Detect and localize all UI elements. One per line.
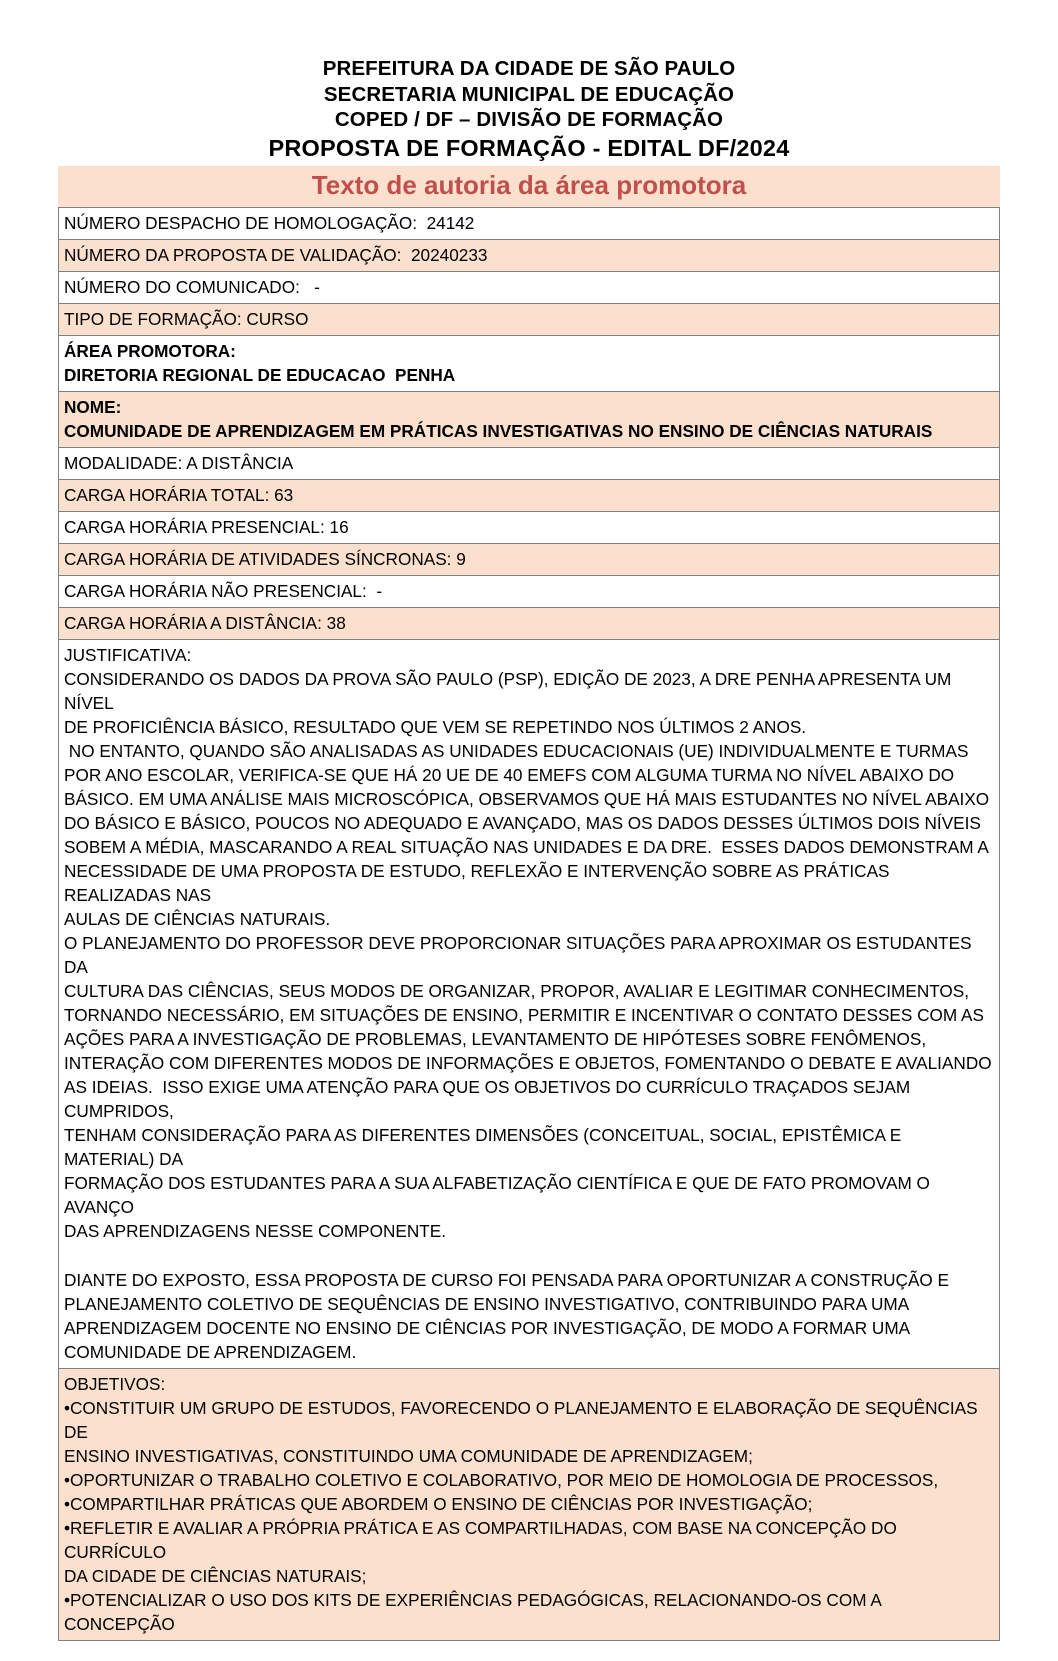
text-line: DAS APRENDIZAGENS NESSE COMPONENTE. (64, 1220, 447, 1241)
table-row (59, 511, 1000, 543)
field-nome-label: NOME: (64, 396, 122, 417)
header-line-coped: COPED / DF – DIVISÃO DE FORMAÇÃO (334, 108, 724, 131)
justificativa-body (64, 667, 995, 1364)
table-row (59, 271, 1000, 303)
title-banner (58, 166, 1000, 207)
text-line: O PLANEJAMENTO DO PROFESSOR DEVE PROPORCIONAR SITUAÇÕES PARA APROXIMAR OS ESTUDANTES DA (64, 932, 977, 977)
field-comunicado-text: NÚMERO DO COMUNICADO: - (64, 276, 320, 297)
table-row (59, 335, 1000, 391)
table-row (59, 1368, 1000, 1640)
field-nome (59, 391, 1000, 447)
table-row (59, 607, 1000, 639)
objetivos-body (64, 1396, 995, 1636)
field-carga-distancia (59, 607, 1000, 639)
header-line-proposta: PROPOSTA DE FORMAÇÃO - EDITAL DF/2024 (268, 134, 790, 161)
text-line: AS IDEIAS. ISSO EXIGE UMA ATENÇÃO PARA QUE OS OBJETIVOS DO CURRÍCULO TRAÇADOS SEJAM CUMPRIDOS, (64, 1076, 915, 1121)
section-objetivos (59, 1368, 1000, 1640)
text-line: FORMAÇÃO DOS ESTUDANTES PARA A SUA ALFABETIZAÇÃO CIENTÍFICA E QUE DE FATO PROMOVAM O AVANÇO (64, 1172, 934, 1217)
field-comunicado (59, 271, 1000, 303)
field-carga-total (59, 479, 1000, 511)
field-modalidade-text: MODALIDADE: A DISTÂNCIA (64, 452, 294, 473)
text-line: INTERAÇÃO COM DIFERENTES MODOS DE INFORMAÇÕES E OBJETOS, FOMENTANDO O DEBATE E AVALIANDO (64, 1052, 992, 1073)
text-line: DE PROFICIÊNCIA BÁSICO, RESULTADO QUE VEM SE REPETINDO NOS ÚLTIMOS 2 ANOS. (64, 716, 807, 737)
text-line: DA CIDADE DE CIÊNCIAS NATURAIS; (64, 1565, 367, 1586)
table-row (59, 639, 1000, 1368)
text-line: ENSINO INVESTIGATIVAS, CONSTITUINDO UMA COMUNIDADE DE APRENDIZAGEM; (64, 1445, 753, 1466)
field-area-promotora-label: ÁREA PROMOTORA: (64, 340, 236, 361)
text-line: TORNANDO NECESSÁRIO, EM SITUAÇÕES DE ENSINO, PERMITIR E INCENTIVAR O CONTATO DESSES COM AS (64, 1004, 984, 1025)
text-line: CULTURA DAS CIÊNCIAS, SEUS MODOS DE ORGANIZAR, PROPOR, AVALIAR E LEGITIMAR CONHECIMENTOS, (64, 980, 970, 1001)
text-line: AÇÕES PARA A INVESTIGAÇÃO DE PROBLEMAS, LEVANTAMENTO DE HIPÓTESES SOBRE FENÔMENOS, (64, 1028, 927, 1049)
text-line: COMUNIDADE DE APRENDIZAGEM. (64, 1341, 357, 1362)
field-despacho-homologacao (59, 207, 1000, 239)
field-carga-total-text: CARGA HORÁRIA TOTAL: 63 (64, 484, 294, 505)
table-row (59, 543, 1000, 575)
field-carga-presencial-text: CARGA HORÁRIA PRESENCIAL: 16 (64, 516, 349, 537)
text-line: •CONSTITUIR UM GRUPO DE ESTUDOS, FAVORECENDO O PLANEJAMENTO E ELABORAÇÃO DE SEQUÊNCIAS DE (64, 1397, 983, 1442)
objetivos-label: OBJETIVOS: (64, 1373, 166, 1394)
text-line: NECESSIDADE DE UMA PROPOSTA DE ESTUDO, REFLEXÃO E INTERVENÇÃO SOBRE AS PRÁTICAS REALIZADAS NAS (64, 860, 895, 905)
field-carga-sincronas-text: CARGA HORÁRIA DE ATIVIDADES SÍNCRONAS: 9 (64, 548, 466, 569)
text-line: DIANTE DO EXPOSTO, ESSA PROPOSTA DE CURSO FOI PENSADA PARA OPORTUNIZAR A CONSTRUÇÃO E (64, 1269, 950, 1290)
table-row (59, 239, 1000, 271)
field-proposta-validacao-text: NÚMERO DA PROPOSTA DE VALIDAÇÃO: 20240233 (64, 244, 488, 265)
justificativa-label: JUSTIFICATIVA: (64, 644, 192, 665)
text-line: PLANEJAMENTO COLETIVO DE SEQUÊNCIAS DE ENSINO INVESTIGATIVO, CONTRIBUINDO PARA UMA (64, 1293, 910, 1314)
text-line: •COMPARTILHAR PRÁTICAS QUE ABORDEM O ENSINO DE CIÊNCIAS POR INVESTIGAÇÃO; (64, 1493, 813, 1514)
table-row (59, 391, 1000, 447)
text-line: TENHAM CONSIDERAÇÃO PARA AS DIFERENTES DIMENSÕES (CONCEITUAL, SOCIAL, EPISTÊMICA E MATERIAL) DA (64, 1124, 907, 1169)
text-line: SOBEM A MÉDIA, MASCARANDO A REAL SITUAÇÃO NAS UNIDADES E DA DRE. ESSES DADOS DEMONSTRAM A (64, 836, 989, 857)
document-header (58, 56, 1000, 163)
table-row (59, 207, 1000, 239)
text-line: BÁSICO. EM UMA ANÁLISE MAIS MICROSCÓPICA, OBSERVAMOS QUE HÁ MAIS ESTUDANTES NO NÍVEL ABAIXO (64, 788, 990, 809)
field-tipo-formacao (59, 303, 1000, 335)
field-carga-nao-presencial (59, 575, 1000, 607)
field-area-promotora-value: DIRETORIA REGIONAL DE EDUCACAO PENHA (64, 364, 456, 385)
field-carga-distancia-text: CARGA HORÁRIA A DISTÂNCIA: 38 (64, 612, 346, 633)
text-line: POR ANO ESCOLAR, VERIFICA-SE QUE HÁ 20 UE DE 40 EMEFS COM ALGUMA TURMA NO NÍVEL ABAIXO DO (64, 764, 955, 785)
field-tipo-formacao-text: TIPO DE FORMAÇÃO: CURSO (64, 308, 309, 329)
text-line: AULAS DE CIÊNCIAS NATURAIS. (64, 908, 331, 929)
table-row (59, 303, 1000, 335)
field-carga-sincronas (59, 543, 1000, 575)
field-modalidade (59, 447, 1000, 479)
header-line-secretaria: SECRETARIA MUNICIPAL DE EDUCAÇÃO (323, 82, 735, 106)
text-line: •REFLETIR E AVALIAR A PRÓPRIA PRÁTICA E AS COMPARTILHADAS, COM BASE NA CONCEPÇÃO DO CURRÍCULO (64, 1517, 902, 1562)
header-line-prefeitura: PREFEITURA DA CIDADE DE SÃO PAULO (322, 57, 736, 80)
field-area-promotora (59, 335, 1000, 391)
text-line: •OPORTUNIZAR O TRABALHO COLETIVO E COLABORATIVO, POR MEIO DE HOMOLOGIA DE PROCESSOS, (64, 1469, 939, 1490)
field-carga-presencial (59, 511, 1000, 543)
text-line: •POTENCIALIZAR O USO DOS KITS DE EXPERIÊNCIAS PEDAGÓGICAS, RELACIONANDO-OS COM A CONCEPÇÃO (64, 1589, 886, 1634)
table-row (59, 479, 1000, 511)
banner-title-text: Texto de autoria da área promotora (311, 169, 747, 200)
section-justificativa (59, 639, 1000, 1368)
table-row (59, 575, 1000, 607)
table-row (59, 447, 1000, 479)
field-carga-nao-presencial-text: CARGA HORÁRIA NÃO PRESENCIAL: - (64, 580, 383, 601)
field-nome-value: COMUNIDADE DE APRENDIZAGEM EM PRÁTICAS INVESTIGATIVAS NO ENSINO DE CIÊNCIAS NATURAIS (64, 420, 933, 441)
field-despacho-homologacao-text: NÚMERO DESPACHO DE HOMOLOGAÇÃO: 24142 (64, 212, 475, 233)
text-line: NO ENTANTO, QUANDO SÃO ANALISADAS AS UNIDADES EDUCACIONAIS (UE) INDIVIDUALMENTE E TURMAS (64, 740, 969, 761)
proposal-table (58, 207, 1000, 1641)
text-line: CONSIDERANDO OS DADOS DA PROVA SÃO PAULO (PSP), EDIÇÃO DE 2023, A DRE PENHA APRESENTA UM NÍVEL (64, 668, 957, 713)
blank-line (64, 1243, 995, 1268)
text-line: APRENDIZAGEM DOCENTE NO ENSINO DE CIÊNCIAS POR INVESTIGAÇÃO, DE MODO A FORMAR UMA (64, 1317, 911, 1338)
field-proposta-validacao (59, 239, 1000, 271)
text-line: DO BÁSICO E BÁSICO, POUCOS NO ADEQUADO E AVANÇADO, MAS OS DADOS DESSES ÚLTIMOS DOIS NÍVEIS (64, 812, 981, 833)
